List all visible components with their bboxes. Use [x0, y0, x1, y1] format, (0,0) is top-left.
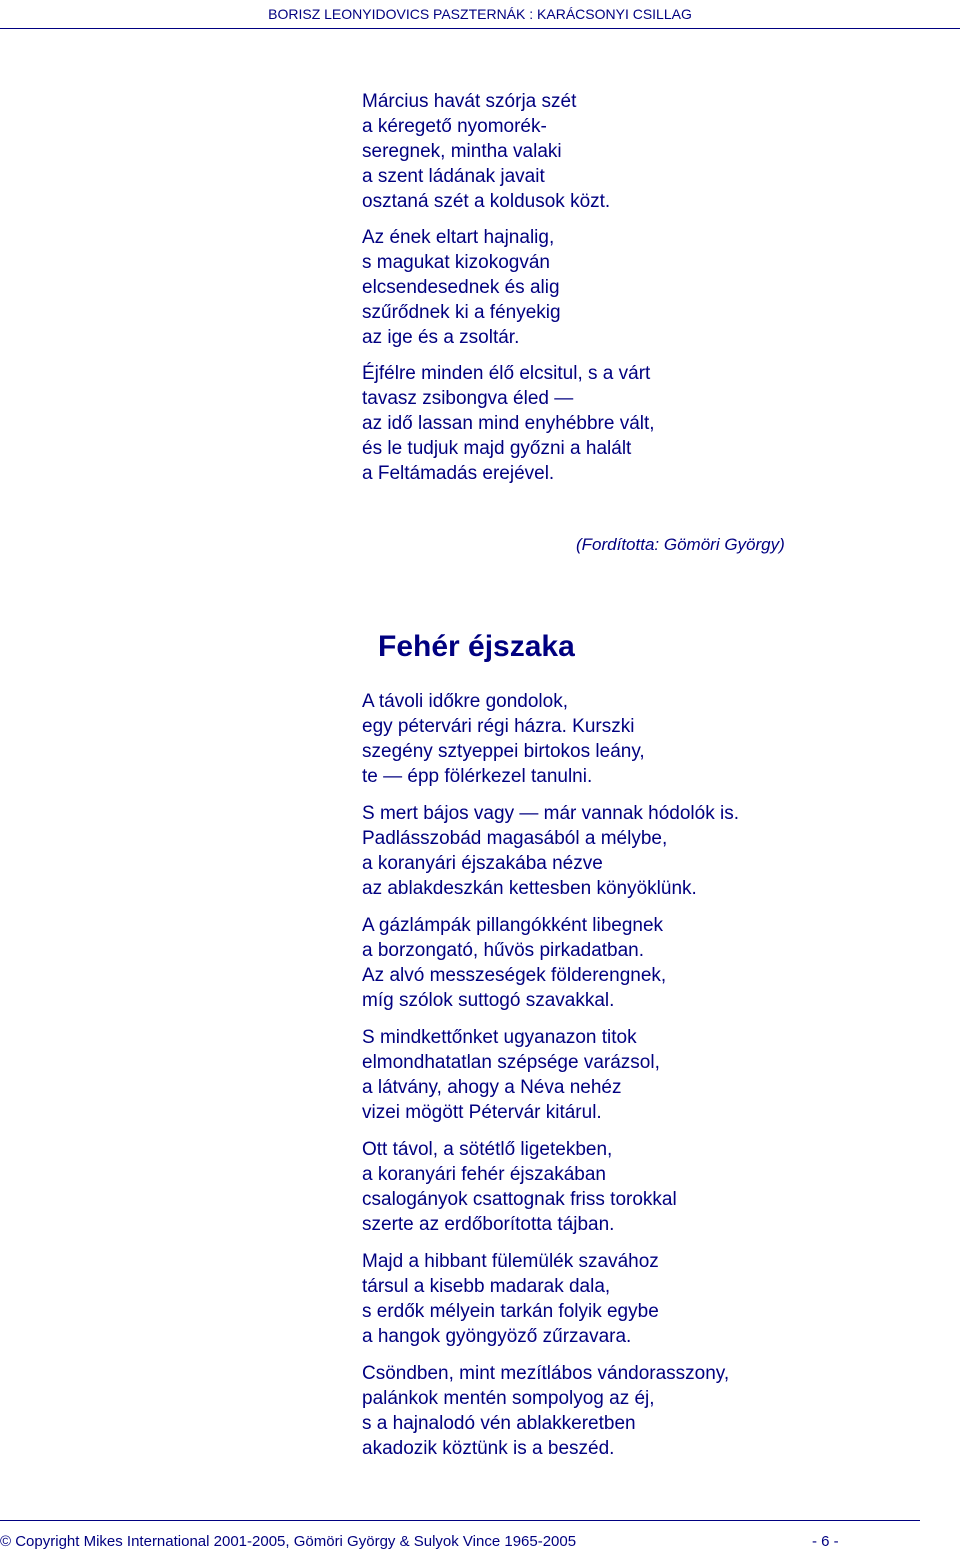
stanza — [362, 1137, 922, 1237]
poem-2 — [362, 689, 922, 1473]
poem-line: Csöndben, mint mezítlábos vándorasszony, — [362, 1363, 730, 1384]
poem-line: A gázlámpák pillangókként libegnek — [362, 915, 664, 936]
poem-line: akadozik köztünk is a beszéd. — [362, 1438, 615, 1459]
poem-line: S mindkettőnket ugyanazon titok — [362, 1027, 637, 1048]
poem-line: szerte az erdőborította tájban. — [362, 1214, 615, 1235]
stanza — [362, 1361, 922, 1461]
poem-line: a borzongató, hűvös pirkadatban. — [362, 940, 645, 961]
poem-line: s a hajnalodó vén ablakkeretben — [362, 1413, 636, 1434]
poem-line: A távoli időkre gondolok, — [362, 691, 568, 712]
stanza — [362, 1025, 922, 1125]
page-number: - 6 - — [812, 1533, 839, 1550]
stanza — [362, 225, 922, 350]
poem-line: a látvány, ahogy a Néva nehéz — [362, 1077, 622, 1098]
poem-line: társul a kisebb madarak dala, — [362, 1276, 611, 1297]
poem-line: elmondhatatlan szépsége varázsol, — [362, 1052, 660, 1073]
stanza — [362, 801, 922, 901]
stanza — [362, 913, 922, 1013]
poem-line: Az ének eltart hajnalig, — [362, 227, 555, 248]
poem-line: Majd a hibbant fülemülék szavához — [362, 1251, 659, 1272]
poem-line: s erdők mélyein tarkán folyik egybe — [362, 1301, 659, 1322]
poem-line: az idő lassan mind enyhébbre vált, — [362, 413, 655, 434]
poem-line: palánkok mentén sompolyog az éj, — [362, 1388, 655, 1409]
header-text: BORISZ LEONYIDOVICS PASZTERNÁK : KARÁCSONYI CSILLAG — [268, 6, 692, 22]
poem-line: az ige és a zsoltár. — [362, 327, 520, 348]
poem-line: a Feltámadás erejével. — [362, 463, 555, 484]
poem-line: szűrődnek ki a fényekig — [362, 302, 561, 323]
poem-line: a hangok gyöngyöző zűrzavara. — [362, 1326, 632, 1347]
stanza — [362, 689, 922, 789]
poem-line: szegény sztyeppei birtokos leány, — [362, 741, 645, 762]
poem-line: osztaná szét a koldusok közt. — [362, 191, 611, 212]
stanza — [362, 361, 922, 486]
poem-line: a koranyári fehér éjszakában — [362, 1164, 606, 1185]
poem-line: seregnek, mintha valaki — [362, 141, 562, 162]
poem-line: a szent ládának javait — [362, 166, 545, 187]
poem-line: Március havát szórja szét — [362, 91, 577, 112]
poem-line: a koranyári éjszakába nézve — [362, 853, 603, 874]
poem-line: Éjfélre minden élő elcsitul, s a várt — [362, 363, 651, 384]
poem-line: a kéregető nyomorék- — [362, 116, 547, 137]
poem-line: Padlásszobád magasából a mélybe, — [362, 828, 668, 849]
header-rule — [0, 28, 960, 29]
poem-line: Ott távol, a sötétlő ligetekben, — [362, 1139, 613, 1160]
poem-line: Az alvó messzeségek földerengnek, — [362, 965, 667, 986]
poem-line: csalogányok csattognak friss torokkal — [362, 1189, 677, 1210]
poem-line: s magukat kizokogván — [362, 252, 550, 273]
poem-line: elcsendesednek és alig — [362, 277, 560, 298]
footer-rule — [0, 1520, 920, 1521]
stanza — [362, 89, 922, 214]
poem-line: te — épp fölérkezel tanulni. — [362, 766, 593, 787]
poem-line: míg szólok suttogó szavakkal. — [362, 990, 615, 1011]
poem-line: vizei mögött Pétervár kitárul. — [362, 1102, 602, 1123]
poem-line: egy pétervári régi házra. Kurszki — [362, 716, 635, 737]
poem-title: Fehér éjszaka — [378, 630, 575, 663]
stanza — [362, 1249, 922, 1349]
poem-line: S mert bájos vagy — már vannak hódolók is. — [362, 803, 740, 824]
poem-line: az ablakdeszkán kettesben könyöklünk. — [362, 878, 697, 899]
poem-line: és le tudjuk majd győzni a halált — [362, 438, 632, 459]
footer-copyright: © Copyright Mikes International 2001-2005, Gömöri György & Sulyok Vince 1965-2005 — [0, 1533, 577, 1550]
translator-credit: (Fordította: Gömöri György) — [576, 535, 785, 554]
poem-line: tavasz zsibongva éled — — [362, 388, 574, 409]
running-header — [0, 0, 960, 28]
poem-1 — [362, 89, 922, 497]
